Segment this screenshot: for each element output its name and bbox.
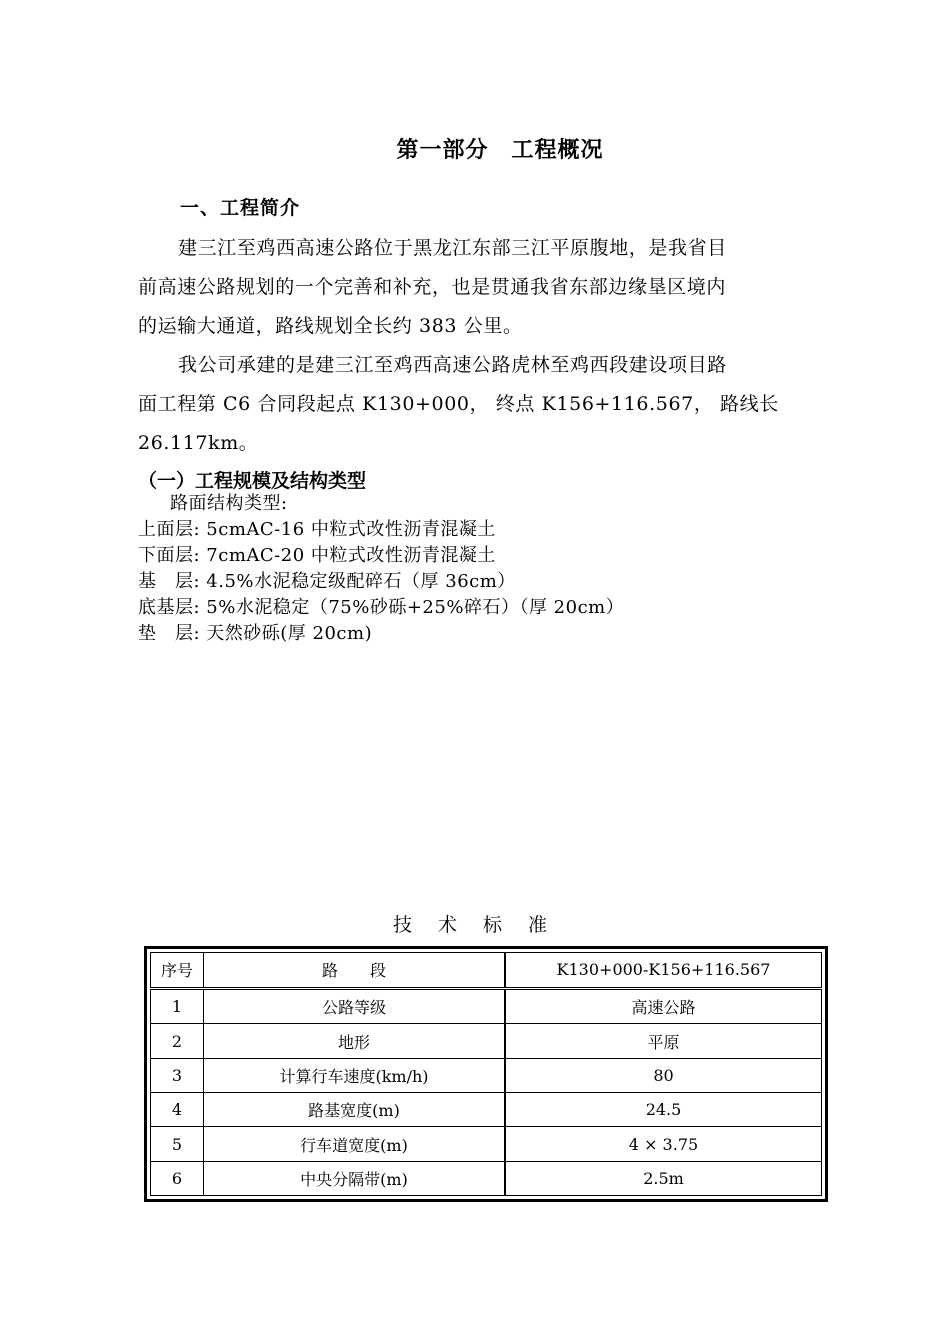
table-row <box>151 1093 822 1127</box>
table-row <box>151 1024 822 1058</box>
table-title: 技 术 标 准 <box>392 914 558 936</box>
table-header-row <box>151 953 822 989</box>
cell-value: 24.5 <box>505 1093 822 1127</box>
cell-item: 中央分隔带(m) <box>204 1161 506 1195</box>
structure-layer: 基 层: 4.5%水泥稳定级配碎石（厚 36cm） <box>138 571 516 592</box>
paragraph-line: 的运输大通道，路线规划全长约 383 公里。 <box>138 315 523 337</box>
header-cell-index: 序号 <box>151 953 204 989</box>
cell-item: 公路等级 <box>204 988 506 1024</box>
cell-value: 4 × 3.75 <box>505 1127 822 1161</box>
table-row <box>151 1127 822 1161</box>
page-title: 第一部分 工程概况 <box>396 137 604 163</box>
section-heading: 一、工程简介 <box>180 197 301 219</box>
table-row <box>151 988 822 1024</box>
table-row <box>151 1161 822 1195</box>
cell-index: 5 <box>151 1127 204 1161</box>
cell-index: 6 <box>151 1161 204 1195</box>
cell-index: 3 <box>151 1058 204 1092</box>
cell-value: 平原 <box>505 1024 822 1058</box>
cell-index: 4 <box>151 1093 204 1127</box>
table-row <box>151 1058 822 1092</box>
structure-layer: 上面层: 5cmAC-16 中粒式改性沥青混凝土 <box>138 519 496 540</box>
cell-value: 80 <box>505 1058 822 1092</box>
paragraph-line: 建三江至鸡西高速公路位于黑龙江东部三江平原腹地，是我省目 <box>178 237 727 259</box>
paragraph-line: 我公司承建的是建三江至鸡西高速公路虎林至鸡西段建设项目路 <box>178 354 727 376</box>
paragraph-line: 前高速公路规划的一个完善和补充，也是贯通我省东部边缘垦区境内 <box>138 276 727 298</box>
structure-layer: 下面层: 7cmAC-20 中粒式改性沥青混凝土 <box>138 545 496 566</box>
cell-item: 路基宽度(m) <box>204 1093 506 1127</box>
paragraph-line: 26.117km。 <box>138 432 259 454</box>
structure-intro: 路面结构类型: <box>170 493 288 514</box>
technical-standards-table <box>144 946 828 1202</box>
cell-value: 2.5m <box>505 1161 822 1195</box>
header-cell-section: K130+000-K156+116.567 <box>505 953 822 989</box>
cell-value: 高速公路 <box>505 988 822 1024</box>
cell-index: 1 <box>151 988 204 1024</box>
paragraph-line: 面工程第 C6 合同段起点 K130+000， 终点 K156+116.567， 路线长 <box>138 393 779 415</box>
cell-item: 计算行车速度(km/h) <box>204 1058 506 1092</box>
cell-item: 地形 <box>204 1024 506 1058</box>
structure-layer: 垫 层: 天然砂砾(厚 20cm) <box>138 623 373 644</box>
cell-item: 行车道宽度(m) <box>204 1127 506 1161</box>
subsection-heading: （一）工程规模及结构类型 <box>138 470 367 492</box>
structure-layer: 底基层: 5%水泥稳定（75%砂砾+25%碎石）（厚 20cm） <box>138 597 625 618</box>
cell-index: 2 <box>151 1024 204 1058</box>
header-cell-item: 路 段 <box>204 953 506 989</box>
